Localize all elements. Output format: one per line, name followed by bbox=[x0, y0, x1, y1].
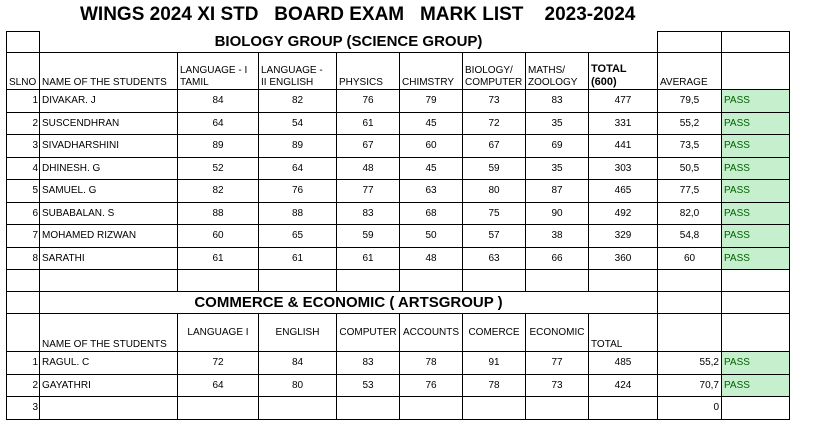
total-cell: 477 bbox=[589, 90, 658, 113]
mark-cell: 60 bbox=[400, 135, 463, 158]
average-cell: 79,5 bbox=[658, 90, 722, 113]
mark-cell: 67 bbox=[463, 135, 526, 158]
total-cell: 441 bbox=[589, 135, 658, 158]
mark-cell: 64 bbox=[259, 157, 337, 180]
student-name: SUSCENDHRAN bbox=[40, 112, 178, 135]
computer-header: COMPUTER bbox=[337, 314, 400, 352]
average-cell: 54,8 bbox=[658, 225, 722, 248]
mark-cell: 38 bbox=[526, 225, 589, 248]
mark-cell: 63 bbox=[463, 247, 526, 270]
mark-cell bbox=[400, 397, 463, 420]
mark-cell: 72 bbox=[463, 112, 526, 135]
student-name: GAYATHRI bbox=[40, 374, 178, 397]
economic-header: ECONOMIC bbox=[526, 314, 589, 352]
average-cell: 73,5 bbox=[658, 135, 722, 158]
science-student-row bbox=[7, 202, 790, 225]
blank-cell bbox=[7, 270, 40, 292]
mark-cell: 61 bbox=[178, 247, 259, 270]
language-2-header: LANGUAGE - II ENGLISH bbox=[259, 53, 337, 90]
mark-cell: 61 bbox=[337, 112, 400, 135]
blank-cell bbox=[463, 270, 526, 292]
blank-cell bbox=[722, 32, 790, 53]
serial-number: 3 bbox=[7, 135, 40, 158]
total-cell: 485 bbox=[589, 352, 658, 375]
mark-cell: 83 bbox=[337, 352, 400, 375]
mark-cell: 61 bbox=[259, 247, 337, 270]
accounts-header: ACCOUNTS bbox=[400, 314, 463, 352]
mark-cell: 61 bbox=[337, 247, 400, 270]
student-name bbox=[40, 397, 178, 420]
mark-cell: 77 bbox=[337, 180, 400, 203]
science-student-row bbox=[7, 112, 790, 135]
chemistry-header: CHIMSTRY bbox=[400, 53, 463, 90]
mark-cell bbox=[337, 397, 400, 420]
blank-cell bbox=[337, 270, 400, 292]
student-name: MOHAMED RIZWAN bbox=[40, 225, 178, 248]
mark-cell: 75 bbox=[463, 202, 526, 225]
student-name: DHINESH. G bbox=[40, 157, 178, 180]
student-name: SARATHI bbox=[40, 247, 178, 270]
mark-cell: 69 bbox=[526, 135, 589, 158]
blank-cell bbox=[589, 270, 658, 292]
blank-cell bbox=[7, 32, 40, 53]
slno-header: SLNO bbox=[7, 53, 40, 90]
science-empty-row bbox=[7, 270, 790, 292]
commerce-student-row bbox=[7, 374, 790, 397]
mark-cell: 82 bbox=[259, 90, 337, 113]
mark-cell: 87 bbox=[526, 180, 589, 203]
result-badge: PASS bbox=[722, 202, 790, 225]
blank-cell bbox=[658, 270, 722, 292]
mark-cell: 59 bbox=[337, 225, 400, 248]
mark-cell: 80 bbox=[259, 374, 337, 397]
total-cell: 492 bbox=[589, 202, 658, 225]
mark-cell: 52 bbox=[178, 157, 259, 180]
result-badge: PASS bbox=[722, 247, 790, 270]
total-cell: 424 bbox=[589, 374, 658, 397]
english-header: ENGLISH bbox=[259, 314, 337, 352]
mark-cell: 63 bbox=[400, 180, 463, 203]
blank-cell bbox=[400, 270, 463, 292]
science-group-title: BIOLOGY GROUP (SCIENCE GROUP) bbox=[40, 32, 658, 53]
result-badge bbox=[722, 397, 790, 420]
mark-cell: 45 bbox=[400, 157, 463, 180]
blank-cell bbox=[722, 53, 790, 90]
average-cell: 60 bbox=[658, 247, 722, 270]
blank-cell bbox=[658, 32, 722, 53]
commerce-group-title-row bbox=[7, 292, 790, 314]
student-name: SUBABALAN. S bbox=[40, 202, 178, 225]
total-cell: 329 bbox=[589, 225, 658, 248]
mark-cell bbox=[178, 397, 259, 420]
mark-cell: 59 bbox=[463, 157, 526, 180]
commerce-student-row bbox=[7, 352, 790, 375]
mark-list-table bbox=[6, 31, 790, 420]
mark-cell: 73 bbox=[463, 90, 526, 113]
average-cell: 77,5 bbox=[658, 180, 722, 203]
mark-cell: 89 bbox=[259, 135, 337, 158]
blank-cell bbox=[658, 292, 722, 314]
mark-cell: 78 bbox=[463, 374, 526, 397]
mark-cell: 67 bbox=[337, 135, 400, 158]
blank-cell bbox=[40, 270, 178, 292]
mark-cell: 54 bbox=[259, 112, 337, 135]
serial-number: 2 bbox=[7, 374, 40, 397]
blank-cell bbox=[658, 314, 722, 352]
mark-cell: 84 bbox=[259, 352, 337, 375]
serial-number: 3 bbox=[7, 397, 40, 420]
student-name: SIVADHARSHINI bbox=[40, 135, 178, 158]
blank-cell bbox=[178, 270, 259, 292]
total-cell: 331 bbox=[589, 112, 658, 135]
mark-cell: 68 bbox=[400, 202, 463, 225]
result-badge: PASS bbox=[722, 374, 790, 397]
mark-cell: 84 bbox=[178, 90, 259, 113]
blank-cell bbox=[722, 270, 790, 292]
mark-cell: 77 bbox=[526, 352, 589, 375]
average-cell: 50,5 bbox=[658, 157, 722, 180]
mark-cell: 76 bbox=[259, 180, 337, 203]
result-badge: PASS bbox=[722, 180, 790, 203]
mark-cell bbox=[463, 397, 526, 420]
mark-cell: 88 bbox=[259, 202, 337, 225]
blank-cell bbox=[259, 270, 337, 292]
mark-cell: 72 bbox=[178, 352, 259, 375]
mark-cell: 64 bbox=[178, 112, 259, 135]
name-header: NAME OF THE STUDENTS bbox=[40, 53, 178, 90]
mark-cell: 78 bbox=[400, 352, 463, 375]
mark-cell: 73 bbox=[526, 374, 589, 397]
total-cell bbox=[589, 397, 658, 420]
average-cell: 82,0 bbox=[658, 202, 722, 225]
mark-cell: 76 bbox=[337, 90, 400, 113]
total-cell: 303 bbox=[589, 157, 658, 180]
commerce-header-row bbox=[7, 314, 790, 352]
total-header: TOTAL (600) bbox=[589, 53, 658, 90]
blank-cell bbox=[526, 270, 589, 292]
average-cell: 0 bbox=[658, 397, 722, 420]
result-badge: PASS bbox=[722, 112, 790, 135]
average-cell: 55,2 bbox=[658, 352, 722, 375]
blank-cell bbox=[722, 314, 790, 352]
physics-header: PHYSICS bbox=[337, 53, 400, 90]
mark-cell: 65 bbox=[259, 225, 337, 248]
total-cell: 360 bbox=[589, 247, 658, 270]
student-name: DIVAKAR. J bbox=[40, 90, 178, 113]
science-student-row bbox=[7, 135, 790, 158]
mark-cell: 48 bbox=[337, 157, 400, 180]
mark-cell: 50 bbox=[400, 225, 463, 248]
mark-cell: 76 bbox=[400, 374, 463, 397]
mark-cell: 89 bbox=[178, 135, 259, 158]
mark-cell: 35 bbox=[526, 157, 589, 180]
science-student-row bbox=[7, 247, 790, 270]
mark-cell: 90 bbox=[526, 202, 589, 225]
maths-zoology-header: MATHS/ ZOOLOGY bbox=[526, 53, 589, 90]
science-header-row bbox=[7, 53, 790, 90]
mark-cell: 64 bbox=[178, 374, 259, 397]
serial-number: 6 bbox=[7, 202, 40, 225]
serial-number: 1 bbox=[7, 352, 40, 375]
science-group-title-row bbox=[7, 32, 790, 53]
mark-cell bbox=[526, 397, 589, 420]
commerce-header: COMERCE bbox=[463, 314, 526, 352]
blank-cell bbox=[722, 292, 790, 314]
mark-cell: 83 bbox=[337, 202, 400, 225]
average-cell: 70,7 bbox=[658, 374, 722, 397]
biology-computer-header: BIOLOGY/ COMPUTER bbox=[463, 53, 526, 90]
mark-cell: 80 bbox=[463, 180, 526, 203]
science-student-row bbox=[7, 180, 790, 203]
mark-cell bbox=[259, 397, 337, 420]
mark-cell: 57 bbox=[463, 225, 526, 248]
blank-cell bbox=[7, 292, 40, 314]
science-student-row bbox=[7, 157, 790, 180]
mark-cell: 60 bbox=[178, 225, 259, 248]
science-student-row bbox=[7, 225, 790, 248]
science-student-row bbox=[7, 90, 790, 113]
mark-cell: 66 bbox=[526, 247, 589, 270]
serial-number: 4 bbox=[7, 157, 40, 180]
average-cell: 55,2 bbox=[658, 112, 722, 135]
serial-number: 5 bbox=[7, 180, 40, 203]
name-header: NAME OF THE STUDENTS bbox=[40, 314, 178, 352]
serial-number: 7 bbox=[7, 225, 40, 248]
average-header: AVERAGE bbox=[658, 53, 722, 90]
language-1-header: LANGUAGE - I TAMIL bbox=[178, 53, 259, 90]
page-title-text: WINGS 2024 XI STD BOARD EXAM MARK LIST 2023-2024 bbox=[80, 4, 636, 25]
lang1-header: LANGUAGE I bbox=[178, 314, 259, 352]
total-header: TOTAL bbox=[589, 314, 658, 352]
serial-number: 2 bbox=[7, 112, 40, 135]
commerce-group-title: COMMERCE & ECONOMIC ( ARTSGROUP ) bbox=[40, 292, 658, 314]
serial-number: 1 bbox=[7, 90, 40, 113]
mark-cell: 35 bbox=[526, 112, 589, 135]
mark-cell: 79 bbox=[400, 90, 463, 113]
total-cell: 465 bbox=[589, 180, 658, 203]
mark-cell: 45 bbox=[400, 112, 463, 135]
result-badge: PASS bbox=[722, 225, 790, 248]
result-badge: PASS bbox=[722, 90, 790, 113]
serial-number: 8 bbox=[7, 247, 40, 270]
mark-cell: 53 bbox=[337, 374, 400, 397]
result-badge: PASS bbox=[722, 135, 790, 158]
mark-cell: 82 bbox=[178, 180, 259, 203]
mark-cell: 91 bbox=[463, 352, 526, 375]
result-badge: PASS bbox=[722, 352, 790, 375]
mark-cell: 48 bbox=[400, 247, 463, 270]
mark-cell: 88 bbox=[178, 202, 259, 225]
commerce-student-row bbox=[7, 397, 790, 420]
mark-cell: 83 bbox=[526, 90, 589, 113]
student-name: RAGUL. C bbox=[40, 352, 178, 375]
student-name: SAMUEL. G bbox=[40, 180, 178, 203]
blank-cell bbox=[7, 314, 40, 352]
result-badge: PASS bbox=[722, 157, 790, 180]
